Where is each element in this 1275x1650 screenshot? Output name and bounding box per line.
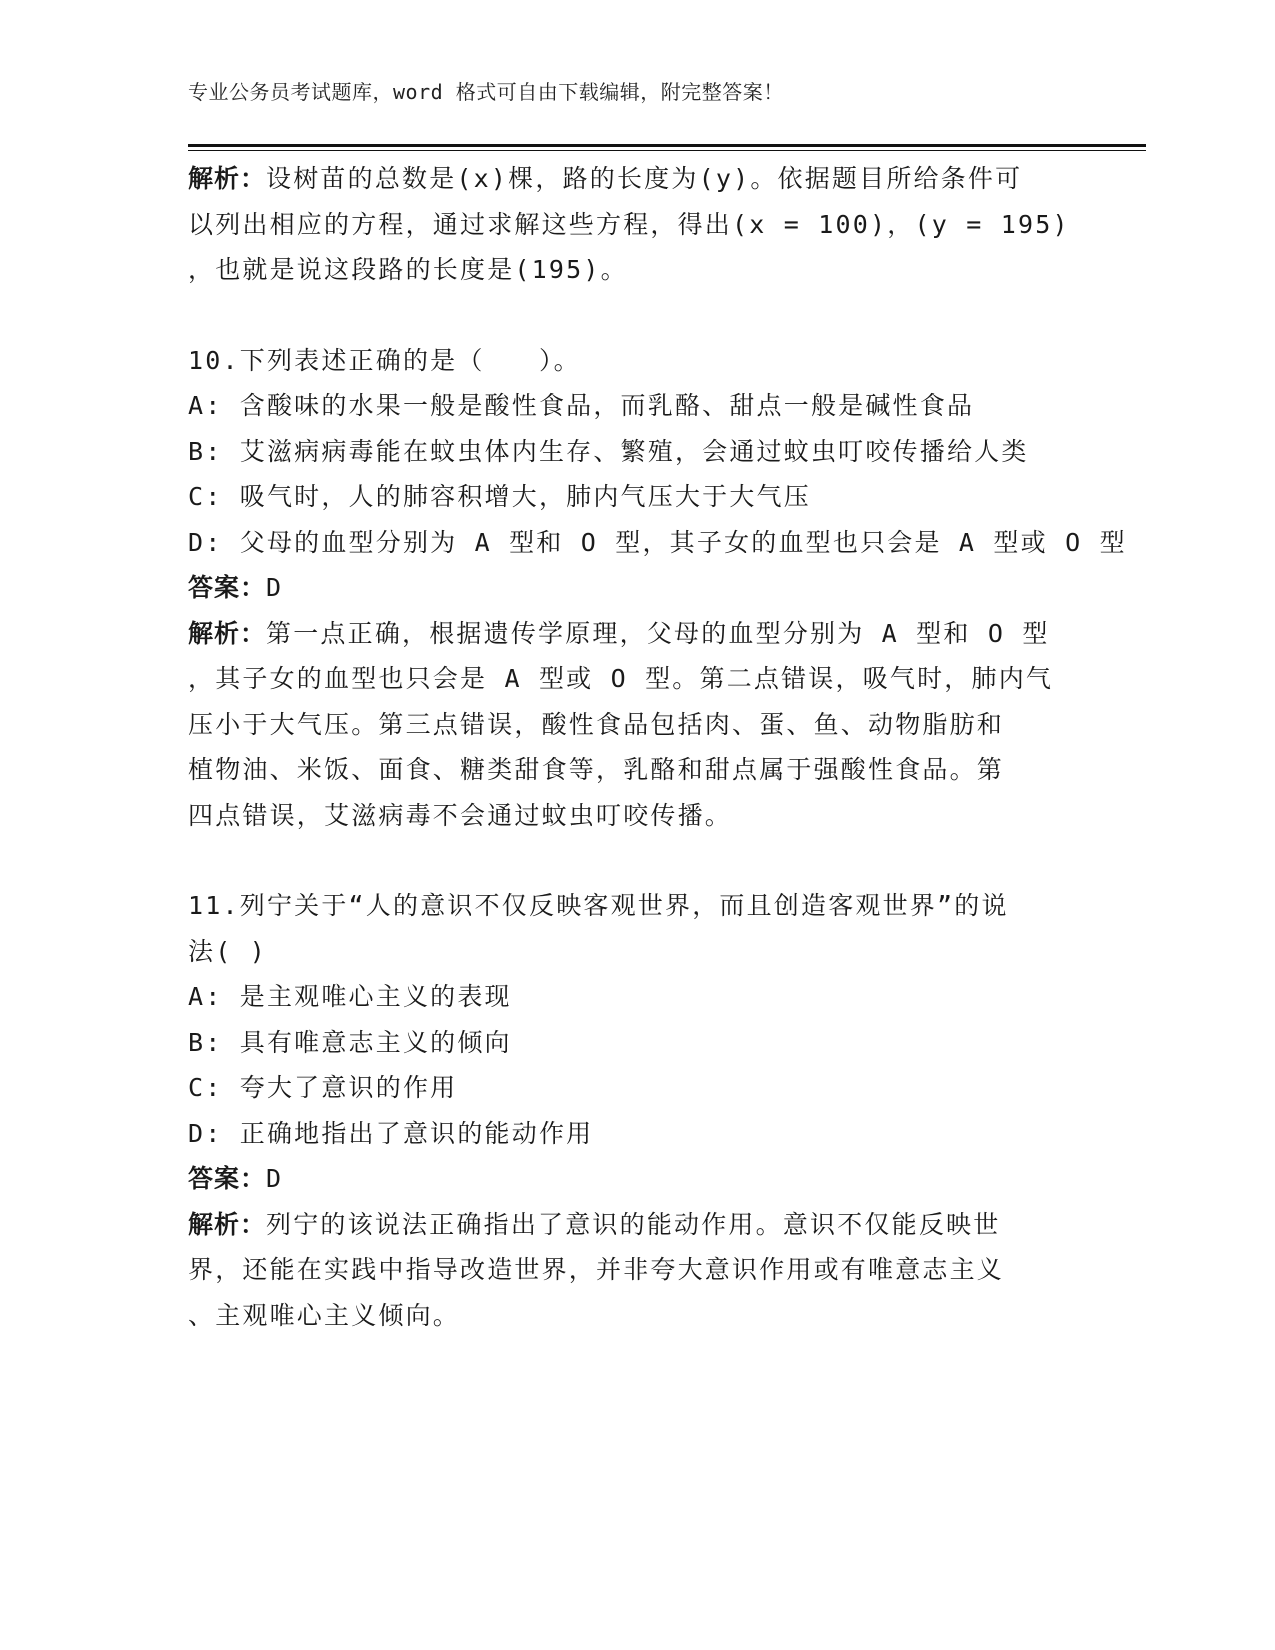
option-a: A: 是主观唯心主义的表现 [188, 982, 512, 1011]
answer-line [188, 565, 1088, 611]
analysis-label: 解析： [188, 164, 267, 193]
spacer [188, 838, 1088, 883]
answer-value: D [266, 573, 284, 602]
prev-analysis-line: 以列出相应的方程，通过求解这些方程，得出(x = 100)，(y = 195) [188, 209, 1070, 239]
option-b: B: 艾滋病病毒能在蚊虫体内生存、繁殖，会通过蚊虫叮咬传播给人类 [188, 436, 1029, 466]
analysis-line: 植物油、米饭、面食、糖类甜食等，乳酪和甜点属于强酸性食品。第 [188, 755, 1005, 784]
prev-analysis-line: 解析：设树苗的总数是(x)棵，路的长度为(y)。依据题目所给条件可 [188, 164, 1023, 193]
header-rule-thick [188, 144, 1146, 147]
prev-analysis-line: ，也就是说这段路的长度是(195)。 [188, 255, 628, 284]
question-stem: 法( ) [188, 936, 267, 966]
option-b: B: 具有唯意志主义的倾向 [188, 1027, 512, 1057]
analysis-line: ，其子女的血型也只会是 A 型或 O 型。第二点错误，吸气时，肺内气 [188, 664, 1054, 693]
document-content [188, 156, 1127, 1338]
answer-line [188, 1156, 1088, 1202]
analysis-line: 解析：第一点正确，根据遗传学原理，父母的血型分别为 A 型和 O 型 [188, 618, 1050, 648]
analysis-line: 四点错误，艾滋病毒不会通过蚊虫叮咬传播。 [188, 800, 733, 830]
analysis-line: 、主观唯心主义倾向。 [188, 1300, 461, 1330]
analysis-label: 解析： [188, 618, 267, 648]
analysis-line: 界，还能在实践中指导改造世界，并非夸大意识作用或有唯意志主义 [188, 1255, 1005, 1284]
question-stem: 11.列宁关于“人的意识不仅反映客观世界，而且创造客观世界”的说 [188, 891, 1009, 920]
question-stem: 10.下列表述正确的是（ ）。 [188, 345, 581, 375]
option-d: D: 父母的血型分别为 A 型和 O 型，其子女的血型也只会是 A 型或 O 型 [188, 527, 1127, 557]
analysis-label: 解析： [188, 1209, 267, 1239]
option-d: D: 正确地指出了意识的能动作用 [188, 1118, 594, 1148]
option-c: C: 吸气时，人的肺容积增大，肺内气压大于大气压 [188, 482, 811, 511]
analysis-line: 压小于大气压。第三点错误，酸性食品包括肉、蛋、鱼、动物脂肪和 [188, 709, 1005, 739]
answer-label: 答案： [188, 573, 267, 602]
answer-label: 答案： [188, 1164, 267, 1193]
analysis-line: 解析：列宁的该说法正确指出了意识的能动作用。意识不仅能反映世 [188, 1209, 1001, 1239]
header-rule-thin [188, 150, 1146, 151]
spacer [188, 293, 1088, 338]
option-c: C: 夸大了意识的作用 [188, 1073, 458, 1102]
answer-value: D [266, 1164, 284, 1193]
option-a: A: 含酸味的水果一般是酸性食品，而乳酪、甜点一般是碱性食品 [188, 391, 975, 420]
header-note: 专业公务员考试题库，word 格式可自由下载编辑，附完整答案！ [188, 80, 784, 104]
